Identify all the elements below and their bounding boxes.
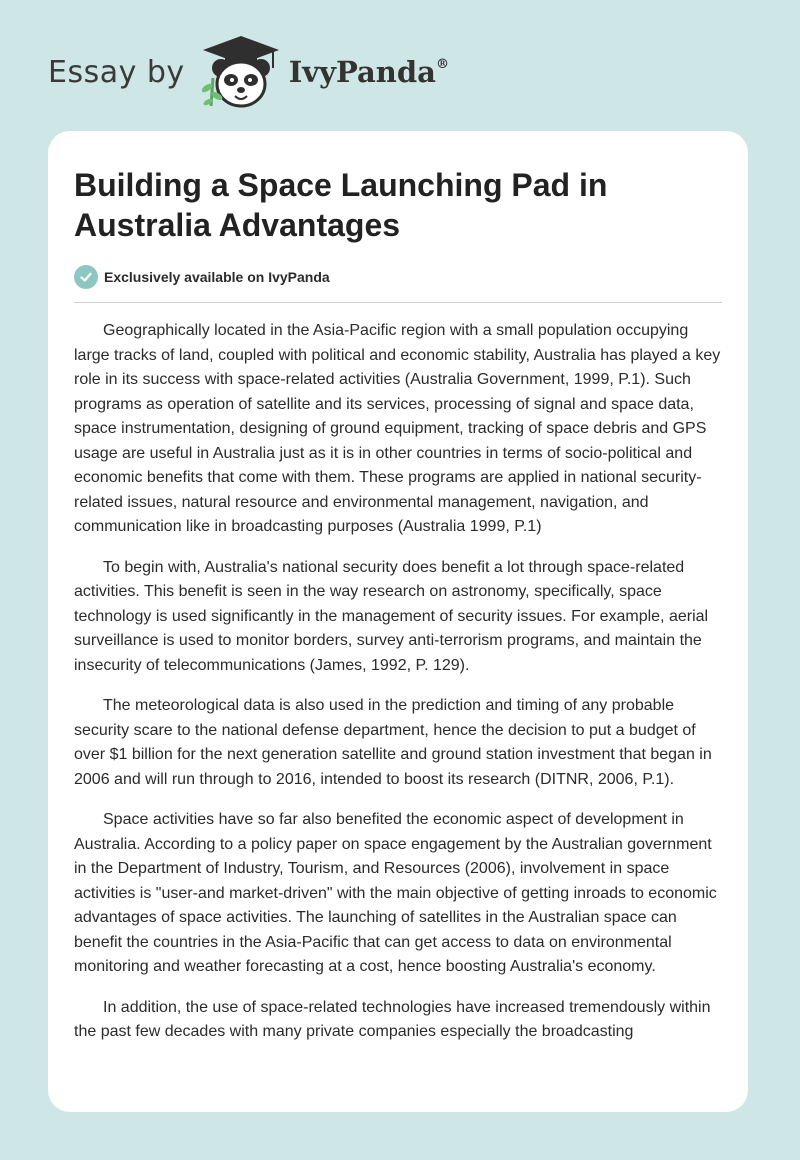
paragraph: In addition, the use of space-related technologies have increased tremendously within the past few decades with many private companies especially the broadcasting: [74, 998, 711, 1040]
exclusive-badge: [74, 265, 722, 303]
paragraph: The meteorological data is also used in the prediction and timing of any probable security scare to the national defense department, hence the decision to put a budget of over $1 billion for the next generation satellite and ground station investment that began in 2006 and will run through to 2016, intended to boost its research (DITNR, 2006, P.1).: [74, 697, 712, 788]
essay-title: Building a Space Launching Pad in Australia Advantages: [74, 167, 608, 243]
paragraph: To begin with, Australia's national security does benefit a lot through space-related activities. This benefit is seen in the way research on astronomy, specifically, space technology is used significantly in the management of security issues. For example, aerial surveillance is used to monitor borders, survey anti-terrorism programs, and maintain the insecurity of telecommunications (James, 1992, P. 129).: [74, 558, 709, 674]
exclusive-badge-label: Exclusively available on IvyPanda: [104, 269, 330, 285]
essay-card: [48, 131, 748, 1112]
paragraph: Geographically located in the Asia-Pacific region with a small population occupying large tracks of land, coupled with political and economic stability, Australia has played a key role in its success with space-related activities (Australia Government, 1999, P.1). Such programs as operation of satellite and its services, processing of signal and space data, space instrumentation, designing of ground equipment, tracking of space debris and GPS usage are useful in Australia just as it is in other countries in terms of socio-political and economic benefits that come with them. These programs are applied in national security-related issues, natural resource and environmental management, navigation, and communication like in broadcasting purposes (Australia 1999, P.1): [74, 322, 721, 535]
essay-body: [74, 319, 722, 1045]
panda-logo-icon[interactable]: [199, 32, 283, 112]
check-icon: [74, 265, 98, 289]
registered-mark: ®: [435, 57, 449, 72]
paragraph: Space activities have so far also benefited the economic aspect of development in Australia. According to a policy paper on space engagement by the Australian government in the Department of Industry, Tourism, and Resources (2006), involvement in space activities is "user-and market-driven" with the main objective of getting inroads to economic advantages of space activities. The launching of satellites in the Australian space can benefit the countries in the Asia-Pacific that can get access to data on environmental monitoring and weather forecasting at a cost, hence boosting Australia's economy.: [74, 811, 717, 975]
essay-by-label: Essay by: [48, 54, 185, 90]
site-header: [48, 32, 449, 112]
brand-name[interactable]: IvyPanda®: [288, 55, 449, 89]
